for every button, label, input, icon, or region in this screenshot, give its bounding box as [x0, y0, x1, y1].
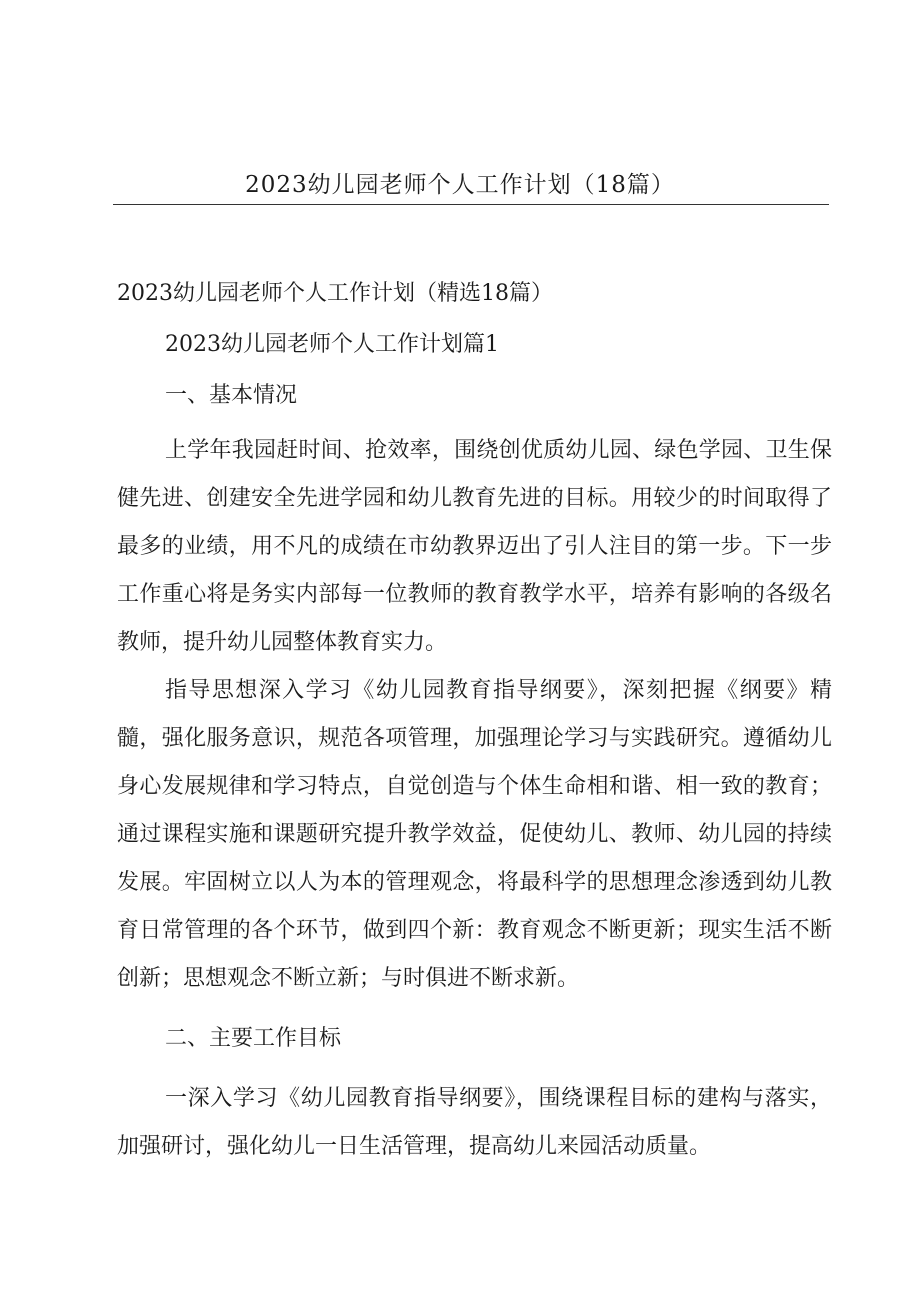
chapter-heading: 2023幼儿园老师个人工作计划篇1 [165, 332, 499, 357]
paragraph-guiding-ideology: 指导思想深入学习《幼儿园教育指导纲要》，深刻把握《纲要》精髓，强化服务意识，规范各项管理，加强理论学习与实践研究。遵循幼儿身心发展规律和学习特点，自觉创造与个体生命相和谐、相一致的教育；通过课程实施和课题研究提升教学效益，促使幼儿、教师、幼儿园的持续发展。牢固树立以人为本的管理观念，将最科学的思想理念渗透到幼儿教育日常管理的各个环节，做到四个新：教育观念不断更新；现实生活不断创新；思想观念不断立新；与时俱进不断求新。 [117, 678, 832, 991]
paragraph-main-goals: 一深入学习《幼儿园教育指导纲要》，围绕课程目标的建构与落实，加强研讨，强化幼儿一日生活管理，提高幼儿来园活动质量。 [117, 1086, 832, 1159]
document-body [117, 274, 832, 1171]
document-title: 2023幼儿园老师个人工作计划（18篇） [245, 172, 675, 198]
section-heading-main-goals: 二、主要工作目标 [165, 1026, 342, 1051]
title-underline [113, 204, 829, 205]
section-heading-basic-situation: 一、基本情况 [165, 383, 298, 408]
document-subtitle: 2023幼儿园老师个人工作计划（精选18篇） [117, 281, 553, 306]
paragraph-basic-situation: 上学年我园赶时间、抢效率，围绕创优质幼儿园、绿色学园、卫生保健先进、创建安全先进学园和幼儿教育先进的目标。用较少的时间取得了最多的业绩，用不凡的成绩在市幼教界迈出了引人注目的第一步。下一步工作重心将是务实内部每一位教师的教育教学水平，培养有影响的各级名教师，提升幼儿园整体教育实力。 [117, 438, 832, 655]
